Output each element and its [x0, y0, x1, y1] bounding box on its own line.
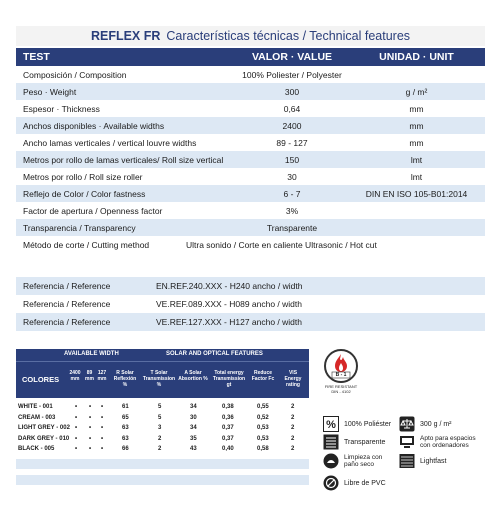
transparency-icon: [323, 434, 339, 450]
badge-computers: [399, 434, 482, 450]
badge-transparent: [323, 434, 385, 450]
color-row: [16, 413, 309, 424]
badge-cleaning-label: Limpieza con paño seco: [344, 454, 383, 468]
brand-title: REFLEX FR: [90, 29, 161, 43]
fc-value: 0,53: [257, 435, 269, 442]
color-row: [16, 423, 309, 434]
badge-cleaning: [323, 453, 394, 469]
spec-row: [16, 151, 485, 168]
gt-value: 0,37: [222, 435, 234, 442]
solar-group-header: [16, 349, 309, 361]
spec-label: Metros por rollo / Roll size roller: [23, 171, 143, 182]
no-pvc-icon: [323, 475, 339, 491]
vis-value: 2: [291, 425, 295, 431]
a-solar-value: 30: [190, 414, 197, 421]
spec-row: [16, 117, 485, 134]
col-total-energy: Total energy Transmission gt: [212, 370, 246, 388]
colores-heading: COLORES: [22, 375, 60, 384]
badge-pvc-label: Libre de PVC: [344, 479, 386, 487]
fc-value: 0,52: [257, 414, 269, 421]
spec-unit: lmt: [410, 154, 423, 165]
avail-127: •: [101, 425, 104, 431]
color-name: LIGHT GREY - 002: [18, 425, 70, 431]
fire-icon: [324, 349, 358, 383]
reference-row: [16, 277, 485, 295]
col-t-solar: T Solar Transmission %: [142, 370, 176, 388]
avail-127: •: [101, 435, 104, 442]
header-value: VALOR · VALUE: [251, 51, 333, 63]
col-89: 89 mm: [85, 370, 94, 382]
gt-value: 0,40: [222, 446, 234, 452]
avail-2400: •: [75, 446, 78, 452]
spec-row: [16, 185, 485, 202]
avail-127: •: [101, 404, 104, 410]
spec-unit: mm: [409, 120, 424, 131]
spec-label: Reflejo de Color / Color fastness: [23, 188, 146, 199]
method-label: Método de corte / Cutting method: [23, 239, 150, 250]
r-solar-value: 63: [122, 425, 129, 431]
badge-pvc: [323, 475, 386, 491]
t-solar-value: 5: [158, 414, 162, 421]
spec-table: [16, 48, 485, 253]
a-solar-value: 35: [190, 435, 197, 442]
color-name: WHITE - 001: [18, 404, 53, 410]
computer-icon: [399, 434, 415, 450]
fire-class: B - 1: [335, 372, 347, 378]
spec-header: [16, 48, 485, 66]
cleaning-icon: [323, 453, 339, 469]
r-solar-value: 66: [122, 446, 129, 452]
badge-transparent-label: Transparente: [344, 438, 386, 446]
reference-value: EN.REF.240.XXX - H240 ancho / width: [156, 281, 303, 291]
fc-value: 0,55: [257, 404, 269, 410]
spec-value: 150: [284, 154, 300, 165]
reference-row: [16, 295, 485, 313]
badge-weight: [399, 416, 452, 432]
spec-value: 3%: [285, 205, 299, 216]
spec-label: Composición / Composition: [23, 69, 127, 80]
color-name: CREAM - 003: [18, 414, 56, 421]
spec-row: [16, 83, 485, 100]
badge-lightfast-label: Lightfast: [420, 457, 447, 465]
avail-2400: •: [75, 404, 78, 410]
a-solar-value: 34: [190, 425, 197, 431]
color-row: [16, 402, 309, 413]
spec-row: [16, 66, 485, 83]
solar-column-header: [16, 361, 309, 398]
spec-row: [16, 100, 485, 117]
lightfast-icon: [399, 453, 415, 469]
svg-text:%: %: [326, 419, 336, 431]
spec-unit: DIN EN ISO 105-B01:2014: [365, 188, 468, 199]
color-name: DARK GREY - 010: [18, 435, 70, 442]
spec-value: 0,64: [283, 103, 301, 114]
reference-label: Referencia / Reference: [23, 317, 111, 327]
gt-value: 0,38: [222, 404, 234, 410]
avail-2400: •: [75, 414, 78, 421]
percent-icon: [323, 416, 339, 432]
spec-label: Metros por rollo de lamas verticales/ Roll size vertical: [23, 154, 224, 165]
avail-89: •: [89, 446, 92, 452]
col-a-solar: A Solar Absortion %: [178, 370, 208, 382]
avail-89: •: [89, 435, 92, 442]
reference-value: VE.REF.089.XXX - H089 ancho / width: [156, 299, 302, 309]
empty-row: [16, 459, 309, 469]
fire-caption: FIRE RESISTANT DIN - 4102: [324, 384, 358, 394]
available-width-heading: AVAILABLE WIDTH: [64, 351, 119, 357]
col-127: 127 mm: [97, 370, 107, 382]
reference-table: [16, 277, 485, 331]
solar-optical-table: [16, 349, 309, 485]
spec-row: [16, 219, 485, 236]
r-solar-value: 63: [122, 435, 129, 442]
t-solar-value: 5: [158, 404, 162, 410]
vis-value: 2: [291, 404, 295, 410]
spec-value: 300: [284, 86, 300, 97]
spec-unit: mm: [409, 137, 424, 148]
t-solar-value: 2: [158, 435, 162, 442]
avail-127: •: [101, 446, 104, 452]
r-solar-value: 65: [122, 414, 129, 421]
method-value: Ultra sonido / Corte en caliente Ultrasonic / Hot cut: [186, 239, 377, 250]
spec-value: 100% Poliester / Polyester: [242, 69, 342, 80]
t-solar-value: 2: [158, 446, 162, 452]
spec-value: 6 - 7: [283, 188, 301, 199]
reference-label: Referencia / Reference: [23, 281, 111, 291]
col-2400: 2400 mm: [69, 370, 81, 382]
solar-features-heading: SOLAR AND OPTICAL FEATURES: [166, 351, 263, 357]
spec-row: [16, 202, 485, 219]
vis-value: 2: [291, 446, 295, 452]
gt-value: 0,37: [222, 425, 234, 431]
badge-weight-label: 300 g / m²: [420, 420, 452, 428]
t-solar-value: 3: [158, 425, 162, 431]
fire-resistant-badge: [322, 349, 360, 394]
color-row: [16, 444, 309, 455]
a-solar-value: 43: [190, 446, 197, 452]
spec-label: Ancho lamas verticales / vertical louvre widths: [23, 137, 197, 148]
spec-label: Espesor · Thickness: [23, 103, 100, 114]
spec-value: Transparente: [266, 222, 318, 233]
empty-row: [16, 475, 309, 485]
spec-unit: mm: [409, 103, 424, 114]
badge-lightfast: [399, 453, 446, 469]
spec-value: 2400: [282, 120, 302, 131]
spec-value: 30: [287, 171, 297, 182]
col-vis: VIS Energy rating: [284, 370, 302, 388]
avail-127: •: [101, 414, 104, 421]
header-unit: UNIDAD · UNIT: [379, 51, 454, 63]
header-test: TEST: [23, 51, 50, 63]
title-bar: [16, 26, 485, 46]
r-solar-value: 61: [122, 404, 129, 410]
vis-value: 2: [291, 414, 295, 421]
avail-2400: •: [75, 435, 78, 442]
spec-value: 89 - 127: [276, 137, 308, 148]
gt-value: 0,36: [222, 414, 234, 421]
col-reduce-factor: Reduce Factor Fc: [251, 370, 275, 382]
avail-89: •: [89, 425, 92, 431]
badge-computers-label: Apto para espacios con ordenadores: [420, 435, 476, 449]
avail-2400: •: [75, 425, 78, 431]
color-row: [16, 434, 309, 445]
fc-value: 0,53: [257, 425, 269, 431]
spec-row: [16, 168, 485, 185]
fc-value: 0,58: [257, 446, 269, 452]
vis-value: 2: [291, 435, 295, 442]
page-title: Características técnicas / Technical features: [166, 29, 411, 43]
spec-row: [16, 134, 485, 151]
reference-value: VE.REF.127.XXX - H127 ancho / width: [156, 317, 302, 327]
spec-label: Factor de apertura / Openness factor: [23, 205, 163, 216]
reference-row: [16, 313, 485, 331]
badge-polyester-label: 100% Poliéster: [344, 420, 392, 428]
spec-unit: g / m²: [405, 86, 428, 97]
avail-89: •: [89, 414, 92, 421]
avail-89: •: [89, 404, 92, 410]
spec-unit: lmt: [410, 171, 423, 182]
col-r-solar: R Solar Reflexión %: [113, 370, 137, 388]
spec-label: Transparencia / Transparency: [23, 222, 136, 233]
cutting-method-row: [16, 236, 485, 253]
spec-label: Anchos disponibles · Available widths: [23, 120, 165, 131]
reference-label: Referencia / Reference: [23, 299, 111, 309]
color-name: BLACK - 005: [18, 446, 55, 452]
scale-icon: [399, 416, 415, 432]
a-solar-value: 34: [190, 404, 197, 410]
badge-polyester: [323, 416, 391, 432]
spec-label: Peso · Weight: [23, 86, 77, 97]
